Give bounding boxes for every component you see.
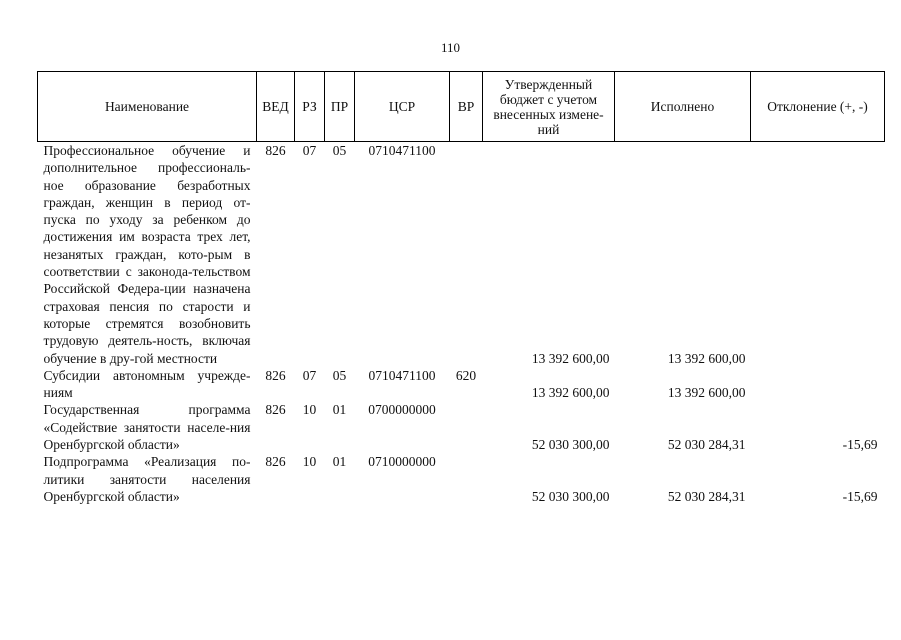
table-row <box>38 142 885 367</box>
row-deviation <box>751 367 885 402</box>
row-pr: 01 <box>332 454 347 470</box>
header-pr: ПР <box>325 72 355 142</box>
row-budget: 13 392 600,00 <box>531 385 610 401</box>
row-rz: 10 <box>302 454 317 470</box>
row-csr: 0710471100 <box>368 143 436 158</box>
row-name: Подпрограмма «Реализация по-литики занятости населения Оренбургской области» <box>43 454 251 504</box>
table-row <box>38 401 885 453</box>
row-deviation <box>751 142 885 367</box>
row-budget: 52 030 300,00 <box>531 488 610 504</box>
row-csr: 0710000000 <box>368 454 436 470</box>
row-csr: 0710471100 <box>368 367 436 383</box>
row-pr: 05 <box>332 143 347 158</box>
header-executed: Исполнено <box>615 72 751 142</box>
row-budget: 52 030 300,00 <box>531 437 610 453</box>
header-deviation: Отклонение (+, -) <box>751 72 885 142</box>
row-executed: 13 392 600,00 <box>667 350 746 366</box>
row-ved: 826 <box>265 367 286 383</box>
row-ved: 826 <box>265 143 286 158</box>
row-vr <box>450 453 483 505</box>
row-vr <box>450 401 483 453</box>
row-name: Государственная программа «Содействие занятости населе-ния Оренбургской области» <box>43 402 251 453</box>
row-name: Профессиональное обучение и дополнительное профессиональ-ное образование безработных граждан, женщин в период от-пуска по уходу за ребенком до достижения им возраста трех лет, незанятых граждан, кото-рым в соответствии с законода-тельством Российской Федера-ции назначена страховая пенсия по старости и которые стремятся возобновить трудовую деятель-ность, включая обучение в дру-гой местности <box>43 143 251 366</box>
row-budget: 13 392 600,00 <box>531 350 610 366</box>
header-csr: ЦСР <box>355 72 450 142</box>
row-rz: 10 <box>302 402 317 418</box>
header-row <box>38 72 885 142</box>
header-vr: ВР <box>450 72 483 142</box>
row-ved: 826 <box>265 454 286 470</box>
row-pr: 01 <box>332 402 347 418</box>
row-rz: 07 <box>302 143 317 158</box>
row-vr <box>450 142 483 367</box>
budget-table <box>37 71 885 505</box>
table-row <box>38 453 885 505</box>
header-ved: ВЕД <box>257 72 295 142</box>
row-name: Субсидии автономным учрежде-ниям <box>43 367 251 401</box>
header-rz: РЗ <box>295 72 325 142</box>
row-rz: 07 <box>302 367 317 383</box>
header-name: Наименование <box>38 72 257 142</box>
table-row <box>38 367 885 402</box>
row-deviation: -15,69 <box>842 437 878 453</box>
row-executed: 52 030 284,31 <box>667 437 746 453</box>
row-executed: 13 392 600,00 <box>667 385 746 401</box>
row-vr: 620 <box>455 367 477 383</box>
page-number: 110 <box>440 40 461 55</box>
row-pr: 05 <box>332 367 347 383</box>
row-ved: 826 <box>265 402 286 418</box>
row-executed: 52 030 284,31 <box>667 488 746 504</box>
header-budget: Утвержденный бюджет с учетом внесенных измене-ний <box>483 72 615 142</box>
row-deviation: -15,69 <box>842 488 878 504</box>
row-csr: 0700000000 <box>368 402 436 418</box>
